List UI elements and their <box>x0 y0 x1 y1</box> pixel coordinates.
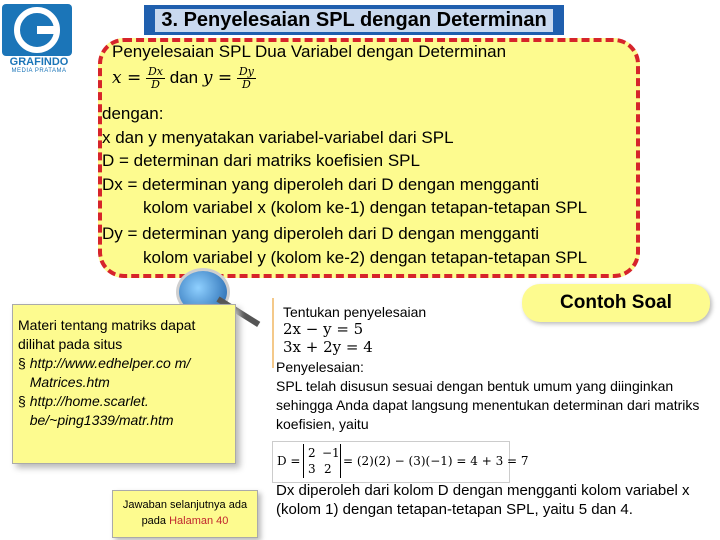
formula-y-den: D <box>241 78 251 91</box>
det-m22: 2 <box>324 462 332 476</box>
bottom-note-page[interactable]: Halaman 40 <box>169 515 229 527</box>
soal-prompt: Tentukan penyelesaian <box>283 304 427 320</box>
det-matrix <box>303 444 341 478</box>
definition-line-1: x dan y menyatakan variabel-variabel dari SPL <box>102 128 454 147</box>
logo-icon <box>2 4 72 56</box>
det-m12: −1 <box>322 446 340 460</box>
bottom-note-text: Jawaban selanjutnya ada pada <box>122 499 248 527</box>
formula-y-lhs: y = <box>202 67 233 88</box>
determinant-box <box>272 441 529 483</box>
note-link-2-row <box>18 392 232 430</box>
formula-y-num: Dy <box>238 65 254 78</box>
note-text <box>18 316 232 430</box>
dengan-label: dengan: <box>102 104 164 123</box>
note-link-1-row <box>18 354 232 392</box>
soal-eq-1: 2x − y = 5 <box>283 320 364 338</box>
logo-subtitle: MEDIA PRATAMA <box>11 68 67 74</box>
bullet-icon: § <box>18 393 30 409</box>
definition-line-6: kolom variabel y (kolom ke-2) dengan tetapan-tetapan SPL <box>143 248 588 267</box>
bottom-note <box>112 490 258 538</box>
note-link-2[interactable]: http://home.scarlet. be/~ping1339/matr.htm <box>29 393 174 428</box>
det-m21: 3 <box>308 462 316 476</box>
formula-x-den: D <box>151 78 160 91</box>
note-intro: Materi tentang matriks dapat dilihat pada situs <box>18 317 196 352</box>
formula-x-num: Dx <box>147 65 164 78</box>
definition-line-5: Dy = determinan yang diperoleh dari D dengan mengganti <box>102 224 540 243</box>
formula-x-frac <box>146 66 165 91</box>
note-link-1[interactable]: http://www.edhelper.co m/ Matrices.htm <box>29 355 191 390</box>
det-rhs: = (2)(2) − (3)(−1) = 4 + 3 = 7 <box>343 454 529 468</box>
formula-y-frac <box>237 66 256 91</box>
dx-explanation: Dx diperoleh dari kolom D dengan mengganti kolom variabel x (kolom 1) dengan tetapan-tetapan SPL, yaitu 5 dan 4. <box>276 482 690 518</box>
soal <box>283 304 426 356</box>
definition-line-4: kolom variabel x (kolom ke-1) dengan tetapan-tetapan SPL <box>143 198 588 217</box>
logo <box>2 4 72 56</box>
logo-name: GRAFINDO <box>9 56 69 68</box>
page-title: 3. Penyelesaian SPL dengan Determinan <box>144 5 564 35</box>
penyelesaian <box>276 358 706 434</box>
soal-eq-2: 3x + 2y = 4 <box>283 338 373 356</box>
formula-dan: dan <box>169 67 199 87</box>
bullet-icon: § <box>18 355 30 371</box>
formula-x-lhs: x = <box>112 67 142 88</box>
det-lhs: D = <box>277 454 301 468</box>
definition-line-3: Dx = determinan yang diperoleh dari D dengan mengganti <box>102 175 540 194</box>
definition-line-2: D = determinan dari matriks koefisien SPL <box>102 151 420 170</box>
main-heading: Penyelesaian SPL Dua Variabel dengan Determinan <box>112 42 507 61</box>
contoh-soal-badge: Contoh Soal <box>522 284 710 322</box>
formula-line <box>112 66 256 91</box>
penyelesaian-label: Penyelesaian: <box>276 359 364 375</box>
penyelesaian-text: SPL telah disusun sesuai dengan bentuk umum yang diinginkan sehingga Anda dapat langsung menentukan determinan dari matriks koefisien, yaitu <box>276 378 700 432</box>
det-m11: 2 <box>308 446 316 460</box>
